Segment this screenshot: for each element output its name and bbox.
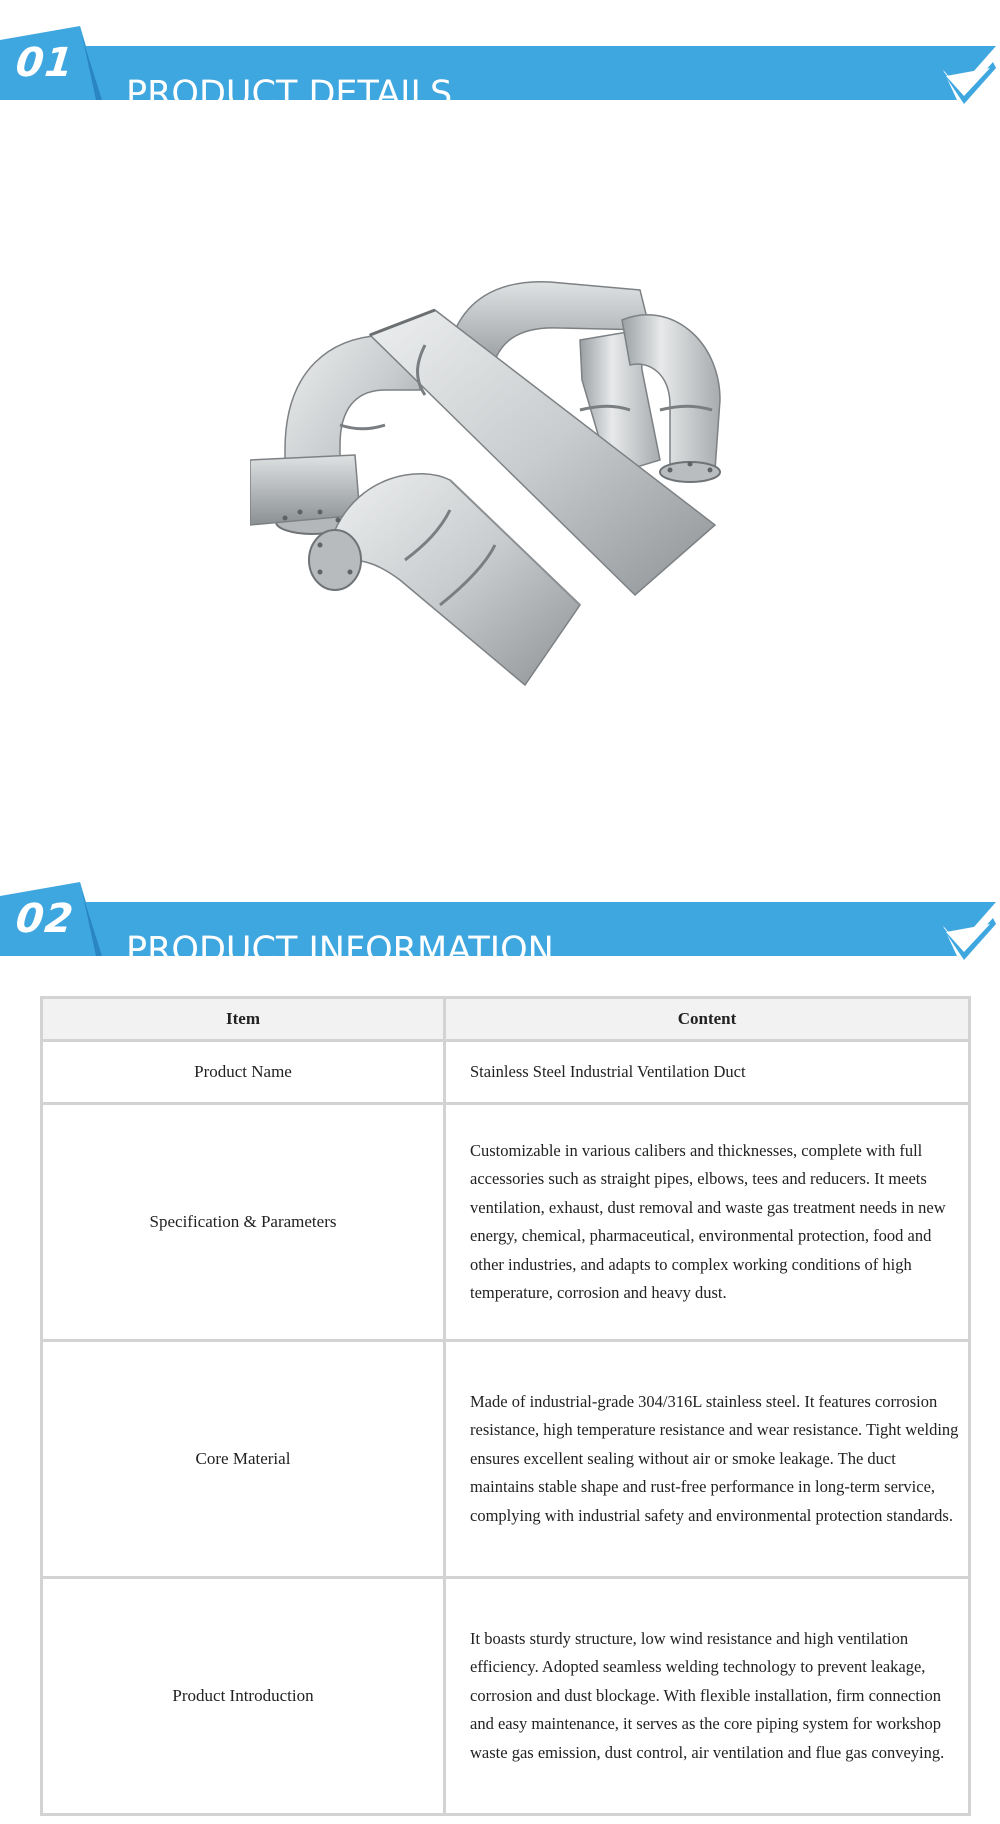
column-header-item: Item <box>42 998 445 1041</box>
section-banner-product-information <box>0 880 1000 980</box>
section-number: 01 <box>13 40 77 86</box>
section-banner-product-details <box>0 24 1000 124</box>
product-photo <box>250 260 760 820</box>
product-info-table <box>40 996 971 1816</box>
row-content-text: Made of industrial-grade 304/316L stainless steel. It features corrosion resistance, high temperature resistance and wear resistance. Tight welding ensures excellent sealing without air or smoke leakage. The duct maintains stable shape and rust-free performance in long-term service, complying with industrial safety and environmental protection standards. <box>445 1341 970 1578</box>
column-header-content: Content <box>445 998 970 1041</box>
row-content-text: Customizable in various calibers and thicknesses, complete with full accessories such as straight pipes, elbows, tees and reducers. It meets ventilation, exhaust, dust removal and waste gas treatment needs in new energy, chemical, pharmaceutical, environmental protection, food and other industries, and adapts to complex working conditions of high temperature, corrosion and heavy dust. <box>445 1104 970 1341</box>
row-item-label: Core Material <box>42 1341 445 1578</box>
table-row <box>42 1578 970 1815</box>
section-title: PRODUCT DETAILS <box>126 74 453 114</box>
section-number: 02 <box>13 896 77 942</box>
table-row <box>42 1104 970 1341</box>
row-content-text: It boasts sturdy structure, low wind resistance and high ventilation efficiency. Adopted seamless welding technology to prevent leakage, corrosion and dust blockage. With flexible installation, firm connection and easy maintenance, it serves as the core piping system for workshop waste gas emission, dust control, air ventilation and flue gas conveying. <box>445 1578 970 1815</box>
table-row <box>42 1041 970 1104</box>
row-item-label: Specification & Parameters <box>42 1104 445 1341</box>
section-title: PRODUCT INFORMATION <box>126 930 554 970</box>
row-item-label: Product Name <box>42 1041 445 1104</box>
table-header-row <box>42 998 970 1041</box>
table-row <box>42 1341 970 1578</box>
duct-photo-icon <box>250 260 760 820</box>
row-content-text: Stainless Steel Industrial Ventilation Duct <box>445 1041 970 1104</box>
row-item-label: Product Introduction <box>42 1578 445 1815</box>
